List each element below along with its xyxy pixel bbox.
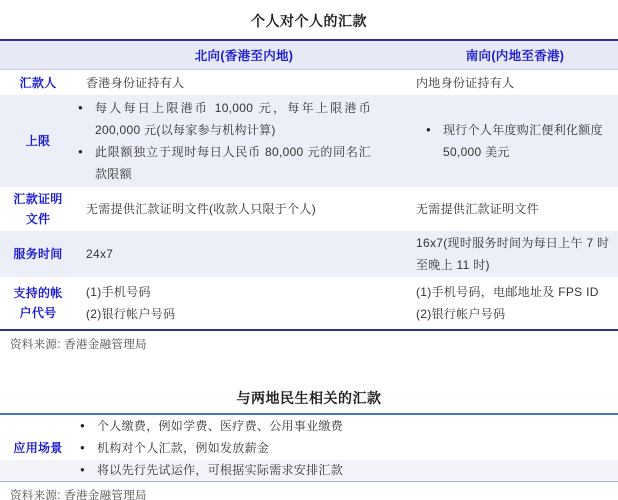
account-ids-south-line-1: (1)手机号码，电邮地址及 FPS ID — [416, 285, 599, 299]
bullet-icon: ● — [78, 103, 83, 112]
list-item — [78, 415, 618, 437]
table1-row-remitter — [0, 70, 618, 95]
account-ids-north-values — [76, 281, 412, 325]
table1-row-proof — [0, 187, 618, 231]
use-case-bullet-3: 将以先行先试运作，可根据实际需求安排汇款 — [97, 463, 344, 477]
limit-north-bullet-1: 每人每日上限港币 10,000 元，每年上限港币 200,000 元(以每家参与机构计算) — [95, 101, 371, 137]
table2-title: 与两地民生相关的汇款 — [236, 390, 382, 406]
table1-row-limit — [0, 95, 618, 187]
table2-row-use-cases — [0, 415, 618, 481]
service-hours-south-value: 16x7(现时服务时间为每日上午 7 时至晚上 11 时) — [416, 236, 610, 272]
proof-north-value: 无需提供汇款证明文件(收款人只限于个人) — [86, 202, 316, 216]
bullet-icon: ● — [80, 443, 85, 452]
list-item — [78, 459, 618, 481]
table2-source: 资料来源: 香港金融管理局 — [10, 490, 147, 500]
table1-title: 个人对个人的汇款 — [251, 13, 367, 29]
table1-header-row — [0, 41, 618, 70]
table1-row-account-ids — [0, 277, 618, 329]
account-ids-south-values — [412, 281, 618, 325]
list-item — [424, 119, 609, 163]
limit-south-bullet-1: 现行个人年度购汇便利化额度 50,000 美元 — [443, 123, 603, 159]
list-item — [78, 437, 618, 459]
bullet-icon: ● — [426, 125, 431, 134]
remitter-south-value: 内地身份证持有人 — [416, 75, 515, 90]
remittance-table — [0, 39, 618, 331]
limit-north-bullet-2: 此限额独立于现时每日人民币 80,000 元的同名汇款限额 — [95, 145, 371, 181]
account-ids-north-line-2: (2)银行帐户号码 — [86, 307, 176, 321]
list-item — [76, 97, 412, 141]
service-hours-north-value: 24x7 — [86, 247, 114, 261]
row-label-remitter: 汇款人 — [19, 75, 57, 90]
proof-south-value: 无需提供汇款证明文件 — [416, 202, 540, 216]
bullet-icon: ● — [80, 421, 85, 430]
table1-row-service-hours — [0, 231, 618, 277]
limit-north-bullets — [76, 95, 412, 187]
list-item — [76, 141, 412, 185]
account-ids-south-line-2: (2)银行帐户号码 — [416, 307, 506, 321]
table1-source: 资料来源: 香港金融管理局 — [10, 339, 147, 351]
row-label-service-hours: 服务时间 — [13, 247, 63, 261]
use-case-bullet-1: 个人缴费，例如学费、医疗费、公用事业缴费 — [97, 419, 344, 433]
bullet-icon: ● — [80, 465, 85, 474]
table1-header-north: 北向(香港至内地) — [194, 49, 294, 63]
row-label-proof: 汇款证明文件 — [13, 192, 63, 226]
bullet-icon: ● — [78, 147, 83, 156]
livelihood-table — [0, 413, 618, 482]
use-cases-bullets — [76, 415, 618, 481]
row-label-limit: 上限 — [25, 134, 51, 148]
remitter-north-value: 香港身份证持有人 — [86, 75, 185, 90]
limit-south-bullets — [412, 119, 618, 163]
table2-row-content — [0, 415, 618, 481]
table1-header-south: 南向(内地至香港) — [465, 49, 565, 63]
row-label-account-ids: 支持的帐户代号 — [13, 286, 63, 320]
row-label-use-cases: 应用场景 — [13, 441, 63, 455]
account-ids-north-line-1: (1)手机号码 — [86, 285, 151, 299]
use-case-bullet-2: 机构对个人汇款，例如发放薪金 — [97, 441, 270, 455]
